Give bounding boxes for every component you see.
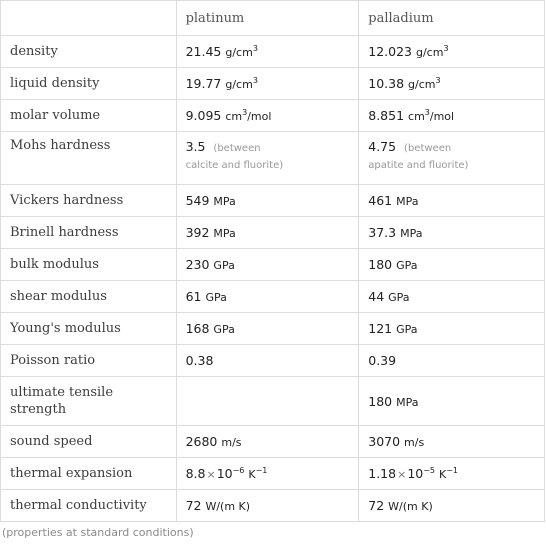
value-number: 61 [185,289,202,304]
value-number: 180 [368,393,393,409]
table-row [1,100,545,132]
row-label: Brinell hardness [1,217,177,249]
row-label: density [1,36,177,68]
unit-exponent: 3 [443,44,449,53]
table-row [1,249,545,281]
value-number: 3.5 [185,139,206,154]
unit-exponent: 3 [242,108,248,117]
row-label: molar volume [1,100,177,132]
row-label: Mohs hardness [1,132,177,185]
platinum-value [176,313,359,345]
value-number: 72 [368,498,385,513]
row-label: bulk modulus [1,249,177,281]
row-label: thermal expansion [1,458,177,490]
value-unit: W/(m K) [205,500,251,513]
value-number: 12.023 [368,44,412,59]
palladium-value [359,281,545,313]
table-row [1,458,545,490]
platinum-value [176,100,359,132]
table-row [1,68,545,100]
value-unit: GPa [396,259,418,272]
palladium-value [359,458,545,490]
value-note-line2: apatite and fluorite) [368,160,469,171]
times-sign: × [206,468,216,481]
unit-exponent: −1 [446,466,459,475]
value-unit: GPa [213,259,235,272]
row-label: Vickers hardness [1,185,177,217]
table-row [1,217,545,249]
value-base: 10 [216,466,233,481]
palladium-value [359,217,545,249]
row-label-line2: strength [10,402,67,417]
table-row [1,313,545,345]
value-number: 72 [185,498,202,513]
table-row [1,36,545,68]
platinum-value-empty [176,377,359,426]
platinum-value [176,68,359,100]
value-unit: MPa [213,227,236,240]
value-unit: cm [408,110,425,123]
row-label: shear modulus [1,281,177,313]
value-number: 461 [368,193,393,208]
value-unit: K [248,468,256,481]
value-number: 19.77 [185,76,222,91]
value-number: 168 [185,321,210,336]
palladium-value [359,132,545,185]
palladium-value [359,426,545,458]
table-row [1,345,545,377]
value-unit: GPa [205,291,227,304]
header-row [1,1,545,36]
table-row [1,185,545,217]
table-row [1,377,545,426]
platinum-value [176,281,359,313]
value-number: 0.39 [368,353,397,368]
table-row [1,490,545,522]
palladium-value [359,313,545,345]
value-unit: MPa [396,195,419,208]
palladium-value [359,345,545,377]
value-unit: g/cm [225,78,253,91]
value-unit: cm [225,110,243,123]
value-number: 180 [368,257,393,272]
value-unit: MPa [396,395,419,409]
row-label: thermal conductivity [1,490,177,522]
platinum-value [176,458,359,490]
value-unit: g/cm [225,46,253,59]
value-unit: g/cm [408,78,436,91]
value-number: 0.38 [185,353,214,368]
value-note: (between [404,143,452,154]
platinum-value [176,249,359,281]
value-number: 3070 [368,434,401,449]
value-note: (between [213,143,261,154]
value-unit: g/cm [415,46,444,59]
value-base: 10 [407,466,424,481]
palladium-value [359,249,545,281]
value-mantissa: 8.8 [185,466,206,481]
palladium-value [359,490,545,522]
row-label: sound speed [1,426,177,458]
table-row [1,281,545,313]
value-unit: MPa [400,227,423,240]
value-unit: GPa [396,323,418,336]
column-header-palladium: palladium [359,1,545,36]
value-unit: GPa [388,291,410,304]
row-label-line1: ultimate tensile [10,385,114,400]
value-exponent: −5 [423,466,436,475]
value-number: 21.45 [185,44,222,59]
footer-note: (properties at standard conditions) [2,526,194,539]
value-unit-suffix: /mol [247,110,272,123]
unit-exponent: −1 [255,466,268,475]
value-unit: GPa [213,323,235,336]
row-label: Young's modulus [1,313,177,345]
header-empty-cell [1,1,177,36]
value-number: 392 [185,225,210,240]
value-number: 121 [368,321,393,336]
value-note-line2: calcite and fluorite) [185,160,284,171]
value-unit: W/(m K) [388,500,433,513]
value-number: 2680 [185,434,218,449]
value-number: 230 [185,257,210,272]
value-number: 10.38 [368,76,405,91]
table-row [1,426,545,458]
value-mantissa: 1.18 [368,466,397,481]
value-number: 549 [185,193,210,208]
value-number: 4.75 [368,139,397,154]
platinum-value [176,185,359,217]
value-unit: m/s [404,436,425,449]
row-label: Poisson ratio [1,345,177,377]
unit-exponent: 3 [252,76,258,85]
unit-exponent: 3 [252,44,258,53]
palladium-value [359,36,545,68]
platinum-value [176,36,359,68]
platinum-value [176,345,359,377]
row-label: liquid density [1,68,177,100]
column-header-platinum: platinum [176,1,359,36]
value-number: 44 [368,289,385,304]
palladium-value [359,377,545,426]
palladium-value [359,68,545,100]
value-number: 37.3 [368,225,397,240]
platinum-value [176,217,359,249]
times-sign: × [397,468,407,481]
platinum-value [176,132,359,185]
row-label [1,377,177,426]
platinum-value [176,490,359,522]
value-exponent: −6 [232,466,245,475]
value-number: 9.095 [185,108,222,123]
value-unit-suffix: /mol [429,110,455,123]
table-row [1,132,545,185]
platinum-value [176,426,359,458]
value-number: 8.851 [368,108,405,123]
palladium-value [359,100,545,132]
value-unit: MPa [213,195,236,208]
value-unit: K [439,468,447,481]
palladium-value [359,185,545,217]
unit-exponent: 3 [435,76,441,85]
unit-exponent: 3 [424,108,430,117]
value-unit: m/s [221,436,242,449]
